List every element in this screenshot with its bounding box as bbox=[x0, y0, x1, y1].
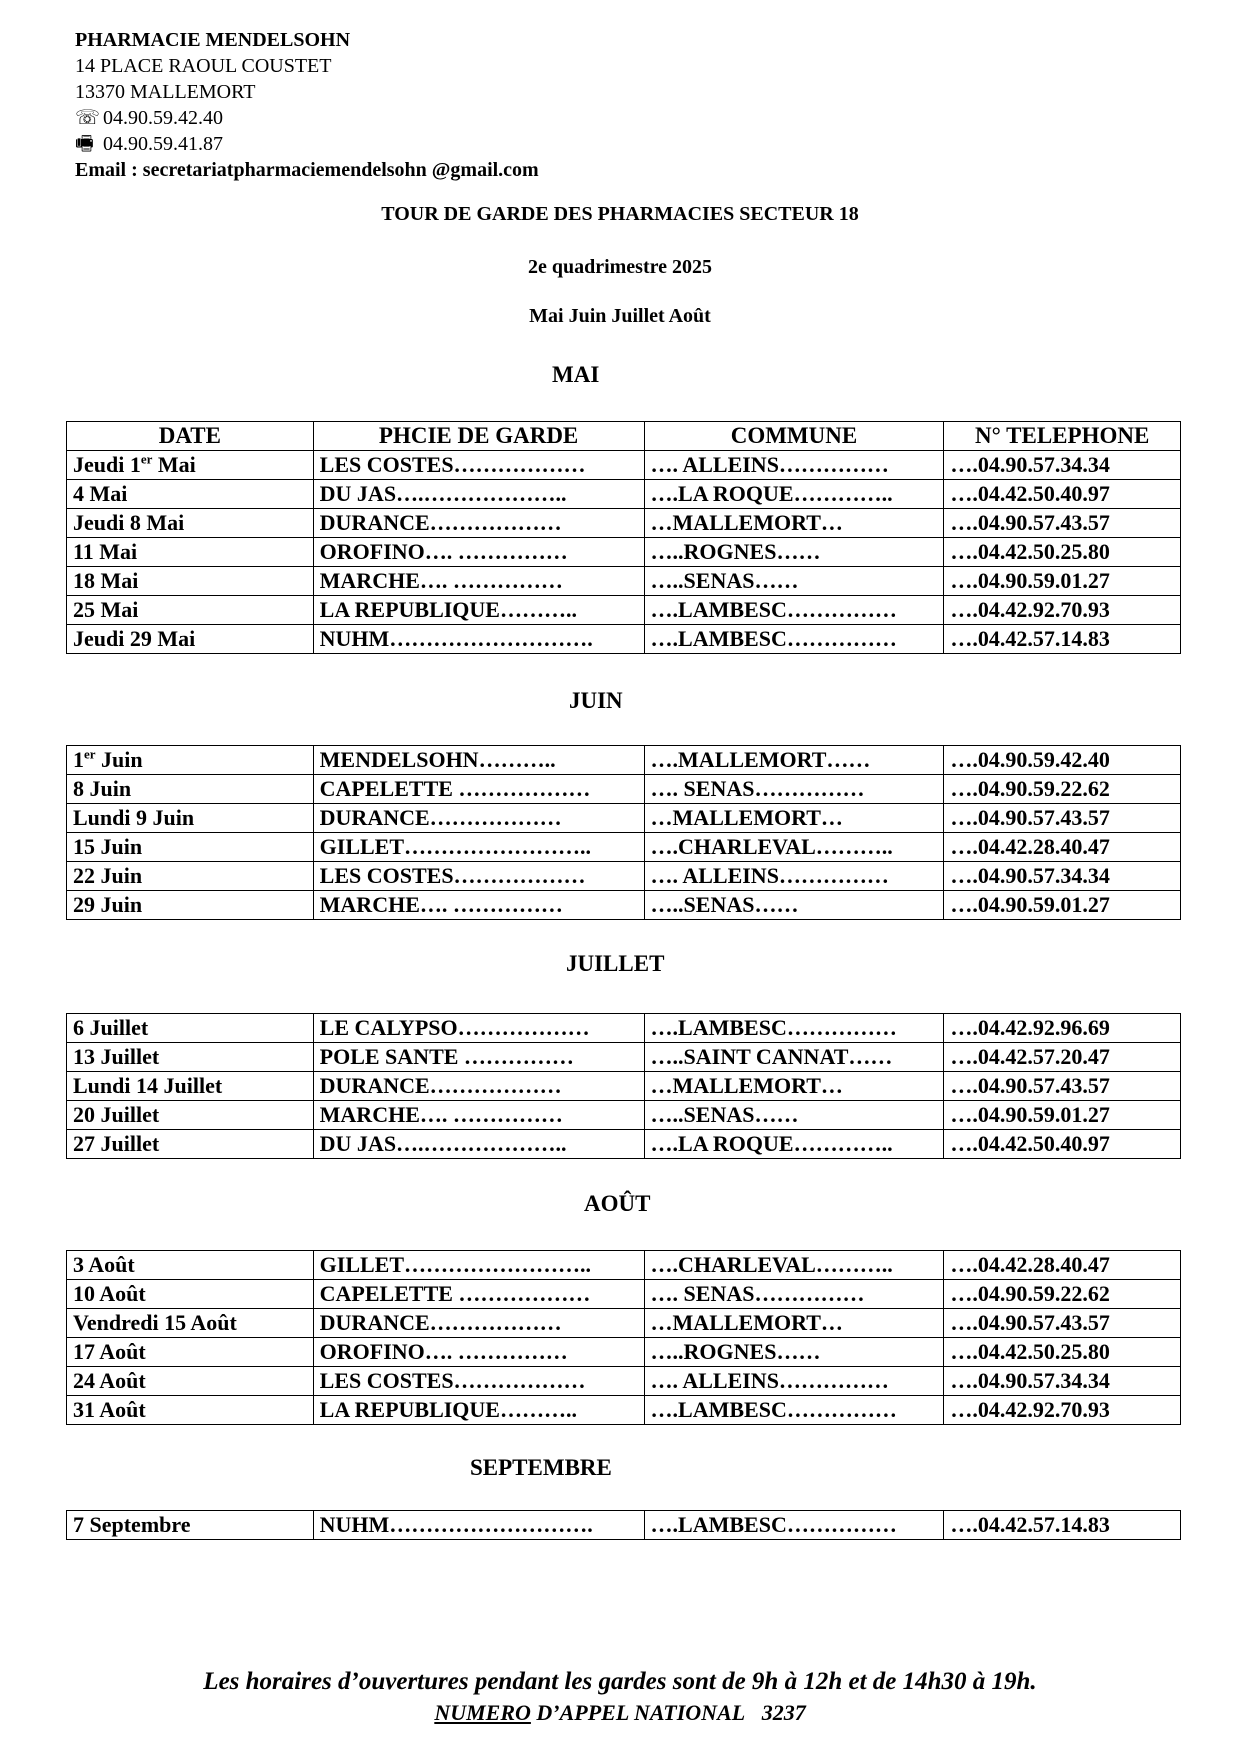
date-cell: Jeudi 1er Mai bbox=[67, 451, 314, 480]
table-row bbox=[67, 1101, 1181, 1130]
phone-cell: ….04.90.57.43.57 bbox=[944, 1072, 1181, 1101]
column-header: COMMUNE bbox=[644, 422, 944, 451]
commune-cell: ….MALLEMORT…… bbox=[644, 746, 944, 775]
document-title: TOUR DE GARDE DES PHARMACIES SECTEUR 18 bbox=[381, 203, 859, 225]
pharmacy-cell: LES COSTES……………… bbox=[313, 1367, 644, 1396]
email-label: Email : bbox=[75, 159, 138, 181]
fax-number: 04.90.59.41.87 bbox=[103, 133, 223, 155]
national-number-line bbox=[0, 1700, 1240, 1726]
month-heading: JUIN bbox=[569, 688, 623, 713]
commune-cell: ….LAMBESC…………… bbox=[644, 1014, 944, 1043]
pharmacy-cell: GILLET…………………….. bbox=[313, 1251, 644, 1280]
month-heading: AOÛT bbox=[584, 1191, 651, 1216]
pharmacy-cell: MARCHE…. …………… bbox=[313, 1101, 644, 1130]
date-cell: 31 Août bbox=[67, 1396, 314, 1425]
pharmacy-cell: MENDELSOHN……….. bbox=[313, 746, 644, 775]
commune-cell: …MALLEMORT… bbox=[644, 1309, 944, 1338]
phone-cell: ….04.90.59.01.27 bbox=[944, 1101, 1181, 1130]
phone-cell: ….04.90.57.43.57 bbox=[944, 804, 1181, 833]
commune-cell: …..SENAS…… bbox=[644, 567, 944, 596]
date-cell: Lundi 14 Juillet bbox=[67, 1072, 314, 1101]
table-row bbox=[67, 1280, 1181, 1309]
commune-cell: …. ALLEINS…………… bbox=[644, 451, 944, 480]
phone-cell: ….04.42.57.20.47 bbox=[944, 1043, 1181, 1072]
address-line-1: 14 PLACE RAOUL COUSTET bbox=[75, 55, 332, 77]
pharmacy-cell: NUHM………………………. bbox=[313, 625, 644, 654]
table-row bbox=[67, 1014, 1181, 1043]
pharmacy-cell: MARCHE…. …………… bbox=[313, 891, 644, 920]
pharmacy-cell: CAPELETTE ……………… bbox=[313, 1280, 644, 1309]
phone-icon: ☏ bbox=[75, 107, 101, 129]
column-header: N° TELEPHONE bbox=[944, 422, 1181, 451]
pharmacy-cell: CAPELETTE ……………… bbox=[313, 775, 644, 804]
phone-line bbox=[75, 105, 539, 131]
pharmacy-cell: DU JAS….……………….. bbox=[313, 1130, 644, 1159]
schedule-table bbox=[66, 1250, 1181, 1425]
pharmacy-cell: POLE SANTE …………… bbox=[313, 1043, 644, 1072]
table-row bbox=[67, 567, 1181, 596]
table-row bbox=[67, 775, 1181, 804]
pharmacy-cell: LE CALYPSO……………… bbox=[313, 1014, 644, 1043]
pharmacy-cell: DURANCE……………… bbox=[313, 1072, 644, 1101]
date-cell: Jeudi 29 Mai bbox=[67, 625, 314, 654]
date-cell: 27 Juillet bbox=[67, 1130, 314, 1159]
commune-cell: …..ROGNES…… bbox=[644, 538, 944, 567]
date-cell: 4 Mai bbox=[67, 480, 314, 509]
date-cell: 29 Juin bbox=[67, 891, 314, 920]
table-row bbox=[67, 1130, 1181, 1159]
table-row bbox=[67, 1309, 1181, 1338]
commune-cell: ….LAMBESC…………… bbox=[644, 596, 944, 625]
commune-cell: ….CHARLEVAL……….. bbox=[644, 1251, 944, 1280]
phone-cell: ….04.90.57.34.34 bbox=[944, 862, 1181, 891]
table-header-row bbox=[67, 422, 1181, 451]
commune-cell: …. ALLEINS…………… bbox=[644, 862, 944, 891]
month-heading: SEPTEMBRE bbox=[470, 1455, 612, 1480]
date-cell: 3 Août bbox=[67, 1251, 314, 1280]
phone-cell: ….04.42.50.25.80 bbox=[944, 538, 1181, 567]
table-row bbox=[67, 862, 1181, 891]
months-line: Mai Juin Juillet Août bbox=[529, 305, 711, 327]
phone-cell: ….04.90.59.22.62 bbox=[944, 775, 1181, 804]
table-row bbox=[67, 804, 1181, 833]
date-cell: 18 Mai bbox=[67, 567, 314, 596]
phone-cell: ….04.42.28.40.47 bbox=[944, 833, 1181, 862]
pharmacy-cell: LES COSTES……………… bbox=[313, 862, 644, 891]
date-cell: 8 Juin bbox=[67, 775, 314, 804]
commune-cell: ….LA ROQUE………….. bbox=[644, 1130, 944, 1159]
date-cell: 11 Mai bbox=[67, 538, 314, 567]
pharmacy-cell: LES COSTES……………… bbox=[313, 451, 644, 480]
pharmacy-cell: DU JAS….……………….. bbox=[313, 480, 644, 509]
date-cell: 6 Juillet bbox=[67, 1014, 314, 1043]
phone-cell: ….04.42.50.40.97 bbox=[944, 480, 1181, 509]
commune-cell: ….LAMBESC…………… bbox=[644, 1396, 944, 1425]
date-cell: 25 Mai bbox=[67, 596, 314, 625]
phone-cell: ….04.42.50.40.97 bbox=[944, 1130, 1181, 1159]
table-row bbox=[67, 891, 1181, 920]
commune-cell: …MALLEMORT… bbox=[644, 509, 944, 538]
table-row bbox=[67, 1072, 1181, 1101]
pharmacy-cell: OROFINO…. …………… bbox=[313, 538, 644, 567]
commune-cell: …. SENAS…………… bbox=[644, 775, 944, 804]
date-cell: 17 Août bbox=[67, 1338, 314, 1367]
table-row bbox=[67, 1511, 1181, 1540]
table-row bbox=[67, 625, 1181, 654]
commune-cell: ….LAMBESC…………… bbox=[644, 1511, 944, 1540]
month-heading: MAI bbox=[552, 362, 600, 387]
pharmacy-cell: GILLET…………………….. bbox=[313, 833, 644, 862]
month-heading: JUILLET bbox=[566, 951, 665, 976]
phone-cell: ….04.42.50.25.80 bbox=[944, 1338, 1181, 1367]
date-cell: 22 Juin bbox=[67, 862, 314, 891]
table-row bbox=[67, 538, 1181, 567]
pharmacy-cell: DURANCE……………… bbox=[313, 804, 644, 833]
commune-cell: ….LAMBESC…………… bbox=[644, 625, 944, 654]
date-cell: Vendredi 15 Août bbox=[67, 1309, 314, 1338]
email-line bbox=[75, 157, 539, 183]
pharmacy-cell: DURANCE……………… bbox=[313, 509, 644, 538]
date-cell: 7 Septembre bbox=[67, 1511, 314, 1540]
table-row bbox=[67, 480, 1181, 509]
phone-cell: ….04.90.57.43.57 bbox=[944, 509, 1181, 538]
fax-icon: 🖷 bbox=[75, 133, 94, 155]
pharmacy-cell: NUHM………………………. bbox=[313, 1511, 644, 1540]
date-cell: 15 Juin bbox=[67, 833, 314, 862]
pharmacy-cell: LA REPUBLIQUE……….. bbox=[313, 596, 644, 625]
email-address[interactable]: secretariatpharmaciemendelsohn @gmail.com bbox=[142, 159, 539, 181]
table-row bbox=[67, 509, 1181, 538]
national-label-underlined: NUMERO bbox=[434, 1700, 531, 1725]
table-row bbox=[67, 746, 1181, 775]
pharmacy-cell: DURANCE……………… bbox=[313, 1309, 644, 1338]
table-row bbox=[67, 1396, 1181, 1425]
phone-cell: ….04.42.57.14.83 bbox=[944, 625, 1181, 654]
document-subtitle: 2e quadrimestre 2025 bbox=[527, 256, 713, 278]
pharmacy-cell: OROFINO…. …………… bbox=[313, 1338, 644, 1367]
schedule-table bbox=[66, 1510, 1181, 1540]
pharmacy-name: PHARMACIE MENDELSOHN bbox=[75, 29, 351, 51]
commune-cell: …. SENAS…………… bbox=[644, 1280, 944, 1309]
address-line-2: 13370 MALLEMORT bbox=[75, 81, 256, 103]
schedule-table bbox=[66, 1013, 1181, 1159]
date-cell: 10 Août bbox=[67, 1280, 314, 1309]
table-row bbox=[67, 1338, 1181, 1367]
opening-hours-note: Les horaires d’ouvertures pendant les gardes sont de 9h à 12h et de 14h30 à 19h. bbox=[203, 1668, 1037, 1695]
date-cell: 1er Juin bbox=[67, 746, 314, 775]
schedule-table bbox=[66, 421, 1181, 654]
commune-cell: …MALLEMORT… bbox=[644, 1072, 944, 1101]
commune-cell: ….LA ROQUE………….. bbox=[644, 480, 944, 509]
commune-cell: …MALLEMORT… bbox=[644, 804, 944, 833]
column-header: PHCIE DE GARDE bbox=[313, 422, 644, 451]
phone-cell: ….04.90.59.01.27 bbox=[944, 567, 1181, 596]
pharmacy-cell: MARCHE…. …………… bbox=[313, 567, 644, 596]
phone-cell: ….04.90.57.43.57 bbox=[944, 1309, 1181, 1338]
phone-cell: ….04.42.57.14.83 bbox=[944, 1511, 1181, 1540]
commune-cell: …..SAINT CANNAT…… bbox=[644, 1043, 944, 1072]
pharmacy-header bbox=[75, 27, 539, 183]
commune-cell: …. ALLEINS…………… bbox=[644, 1367, 944, 1396]
date-cell: 24 Août bbox=[67, 1367, 314, 1396]
phone-number: 04.90.59.42.40 bbox=[103, 107, 223, 129]
commune-cell: ….CHARLEVAL……….. bbox=[644, 833, 944, 862]
date-cell: 13 Juillet bbox=[67, 1043, 314, 1072]
commune-cell: …..SENAS…… bbox=[644, 1101, 944, 1130]
column-header: DATE bbox=[67, 422, 314, 451]
table-row bbox=[67, 1367, 1181, 1396]
date-cell: Jeudi 8 Mai bbox=[67, 509, 314, 538]
commune-cell: …..SENAS…… bbox=[644, 891, 944, 920]
phone-cell: ….04.90.57.34.34 bbox=[944, 451, 1181, 480]
date-cell: Lundi 9 Juin bbox=[67, 804, 314, 833]
national-number: 3237 bbox=[761, 1700, 806, 1725]
table-row bbox=[67, 1251, 1181, 1280]
phone-cell: ….04.42.92.70.93 bbox=[944, 1396, 1181, 1425]
fax-line bbox=[75, 131, 539, 157]
phone-cell: ….04.90.59.22.62 bbox=[944, 1280, 1181, 1309]
phone-cell: ….04.90.59.01.27 bbox=[944, 891, 1181, 920]
phone-cell: ….04.90.59.42.40 bbox=[944, 746, 1181, 775]
table-row bbox=[67, 1043, 1181, 1072]
phone-cell: ….04.42.92.96.69 bbox=[944, 1014, 1181, 1043]
commune-cell: …..ROGNES…… bbox=[644, 1338, 944, 1367]
phone-cell: ….04.90.57.34.34 bbox=[944, 1367, 1181, 1396]
pharmacy-cell: LA REPUBLIQUE……….. bbox=[313, 1396, 644, 1425]
phone-cell: ….04.42.92.70.93 bbox=[944, 596, 1181, 625]
table-row bbox=[67, 596, 1181, 625]
phone-cell: ….04.42.28.40.47 bbox=[944, 1251, 1181, 1280]
national-label-rest: D’APPEL NATIONAL bbox=[530, 1700, 746, 1725]
schedule-table bbox=[66, 745, 1181, 920]
table-row bbox=[67, 451, 1181, 480]
table-row bbox=[67, 833, 1181, 862]
date-cell: 20 Juillet bbox=[67, 1101, 314, 1130]
